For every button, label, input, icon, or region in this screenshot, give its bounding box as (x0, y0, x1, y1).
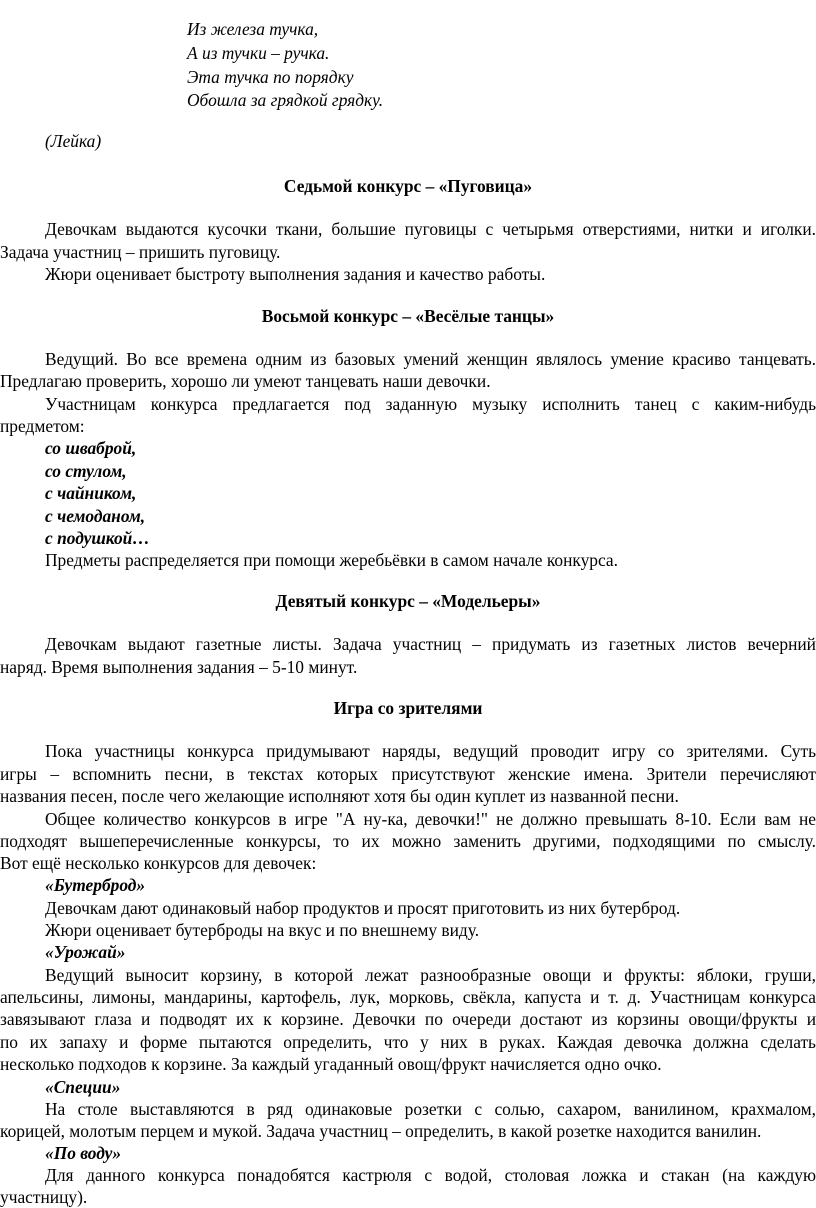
paragraph-line: Вот ещё несколько конкурсов для девочек: (0, 853, 317, 873)
paragraph-line: участницу). (0, 1187, 88, 1207)
paragraph-line: Жюри оценивает бутерброды на вкус и по внешнему виду. (45, 920, 480, 940)
contest-7-heading: Седьмой конкурс – «Пуговица» (283, 176, 533, 196)
dance-item: с чемоданом, (45, 506, 146, 526)
paragraph-line: Девочкам выдаются кусочки ткани, большие пуговицы с четырьмя отверстиями, нитки и иголки. (45, 219, 816, 239)
paragraph-line: Предлагаю проверить, хорошо ли умеют танцевать наши девочки. (0, 371, 491, 391)
paragraph-line: несколько подходов к корзине. За каждый угаданный овощ/фрукт начисляется одно очко. (0, 1054, 662, 1074)
paragraph-line: Девочкам дают одинаковый набор продуктов и просят приготовить из них бутерброд. (45, 898, 681, 918)
contest-9-heading: Девятый конкурс – «Модельеры» (275, 591, 541, 611)
paragraph-line: предметом: (0, 416, 85, 436)
poem-line: Эта тучка по порядку (187, 67, 354, 87)
paragraph-line: Для данного конкурса понадобятся кастрюля с водой, столовая ложка и стакан (на каждую (45, 1165, 816, 1185)
paragraph-line: Девочкам выдают газетные листы. Задача участниц – придумать из газетных листов вечерний (45, 634, 816, 654)
paragraph-line: Пока участницы конкурса придумывают наряды, ведущий проводит игру со зрителями. Суть (45, 741, 816, 761)
harvest-title: «Урожай» (45, 942, 126, 962)
poem-line: А из тучки – ручка. (187, 43, 330, 63)
sandwich-title: «Бутерброд» (45, 875, 146, 895)
paragraph-line: Задача участниц – пришить пуговицу. (0, 242, 281, 262)
poem-line: Обошла за грядкой грядку. (187, 90, 384, 110)
paragraph-line: Предметы распределяется при помощи жеребьёвки в самом начале конкурса. (45, 550, 618, 570)
paragraph-line: Ведущий выносит корзину, в которой лежат разнообразные овощи и фрукты: яблоки, груши, (45, 965, 816, 985)
paragraph-line: названия песен, после чего желающие исполняют хотя бы один куплет из названной песни. (0, 786, 679, 806)
spices-title: «Специи» (45, 1077, 121, 1097)
paragraph-line: подходят вышеперечисленные конкурсы, то их можно заменить другими, подходящими по смыслу. (0, 831, 816, 851)
paragraph-line: игры – вспомнить песни, в текстах которых присутствуют женские имена. Зрители перечисляют (0, 764, 816, 784)
paragraph-line: Ведущий. Во все времена одним из базовых умений женщин являлось умение красиво танцевать. (45, 349, 816, 369)
dance-item: со шваброй, (45, 438, 137, 458)
water-title: «По воду» (45, 1143, 122, 1163)
paragraph-line: Участницам конкурса предлагается под заданную музыку исполнить танец с каким-нибудь (45, 394, 816, 414)
paragraph-line: корицей, молотым перцем и мукой. Задача участниц – определить, в какой розетке находится ванилин. (0, 1121, 762, 1141)
audience-game-heading: Игра со зрителями (333, 698, 483, 718)
paragraph-line: Жюри оценивает быстроту выполнения задания и качество работы. (45, 264, 546, 284)
paragraph-line: апельсины, лимоны, мандарины, картофель, лук, морковь, свёкла, капуста и т. д. Участницам конкурса (0, 987, 816, 1007)
paragraph-line: Общее количество конкурсов в игре "А ну-ка, девочки!" не должно превышать 8-10. Если вам не (45, 809, 816, 829)
paragraph-line: На столе выставляются в ряд одинаковые розетки с солью, сахаром, ванилином, крахмалом, (45, 1099, 816, 1119)
dance-item: со стулом, (45, 461, 127, 481)
dance-item: с чайником, (45, 483, 137, 503)
poem-line: Из железа тучка, (187, 19, 319, 39)
dance-item: с подушкой… (45, 528, 150, 548)
riddle-answer: (Лейка) (45, 131, 102, 151)
contest-8-heading: Восьмой конкурс – «Весёлые танцы» (261, 306, 555, 326)
paragraph-line: по их запаху и форме пытаются определить, что у них в руках. Каждая девочка должна сделать (0, 1032, 816, 1052)
paragraph-line: завязывают глаза и подводят их к корзине. Девочки по очереди достают из корзины овощи/фрукты и (0, 1009, 816, 1029)
paragraph-line: наряд. Время выполнения задания – 5-10 минут. (0, 657, 358, 677)
